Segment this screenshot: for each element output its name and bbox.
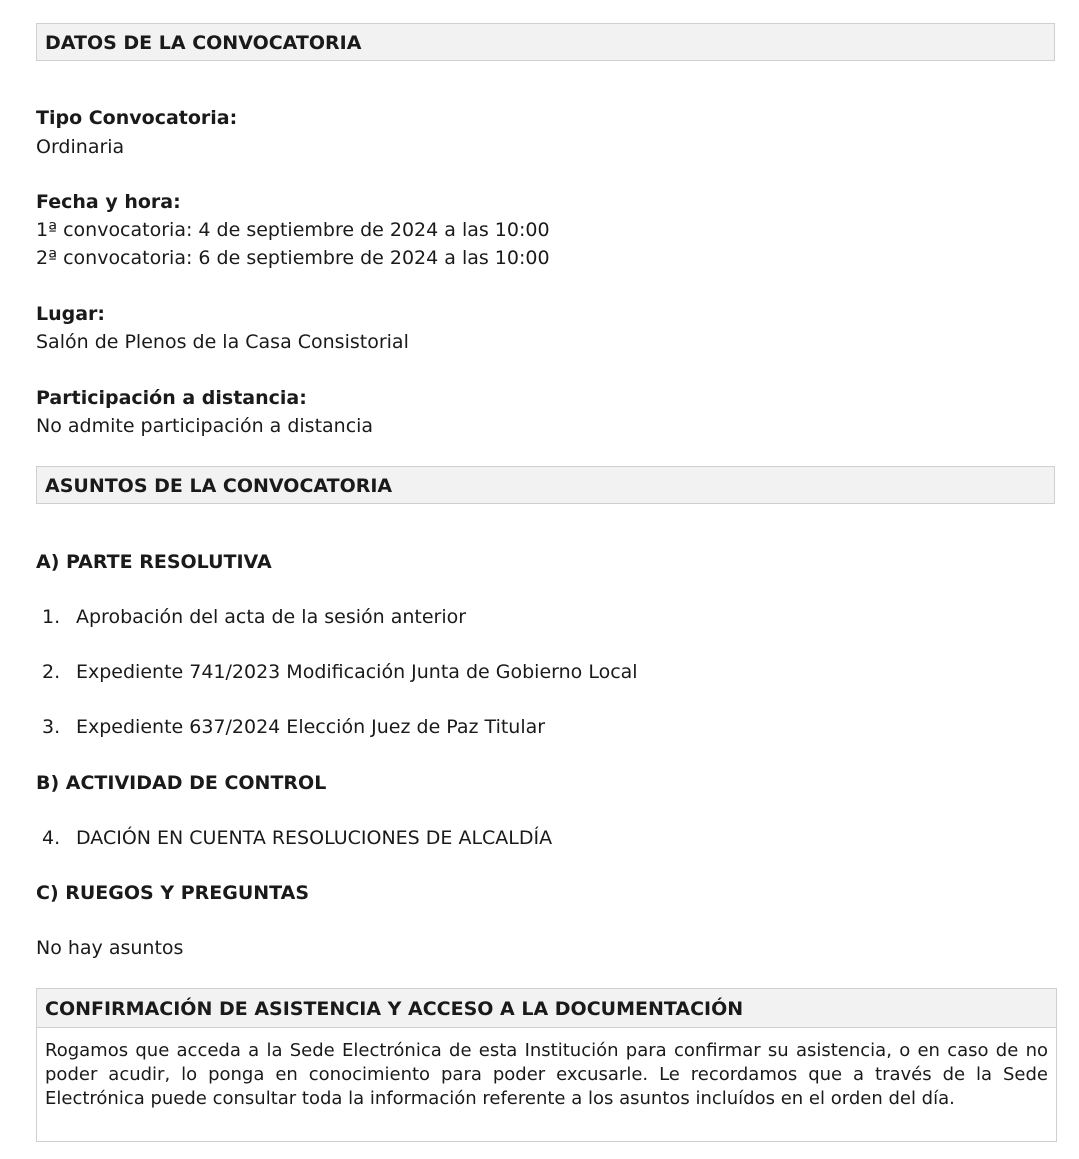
list-item-text: Aprobación del acta de la sesión anterior: [76, 606, 467, 628]
list-item-text: DACIÓN EN CUENTA RESOLUCIONES DE ALCALDÍA: [76, 827, 553, 849]
list-item-number: 4.: [42, 827, 61, 849]
parte-resolutiva-heading: A) PARTE RESOLUTIVA: [36, 551, 272, 573]
list-item-text: Expediente 637/2024 Elección Juez de Paz Titular: [76, 716, 546, 738]
tipo-convocatoria-label: Tipo Convocatoria:: [36, 107, 238, 129]
list-item-number: 1.: [42, 606, 61, 628]
tipo-convocatoria-value: Ordinaria: [36, 136, 125, 158]
datos-section-header: DATOS DE LA CONVOCATORIA: [36, 23, 1055, 61]
participacion-label: Participación a distancia:: [36, 387, 307, 409]
fecha-segunda-convocatoria: 2ª convocatoria: 6 de septiembre de 2024 a las 10:00: [36, 247, 550, 269]
confirmacion-box: [36, 988, 1057, 1142]
asuntos-section-header: ASUNTOS DE LA CONVOCATORIA: [36, 466, 1055, 504]
actividad-control-heading: B) ACTIVIDAD DE CONTROL: [36, 772, 327, 794]
fecha-hora-label: Fecha y hora:: [36, 191, 181, 213]
list-item-number: 2.: [42, 661, 61, 683]
list-item: [42, 826, 552, 850]
list-item: [42, 660, 638, 684]
list-item: [42, 715, 545, 739]
list-item-text: Expediente 741/2023 Modificación Junta de Gobierno Local: [76, 661, 638, 683]
list-item-number: 3.: [42, 716, 61, 738]
confirmacion-text: Rogamos que acceda a la Sede Electrónica de esta Institución para confirmar su asistencia, o en caso de no poder acudir, lo ponga en conocimiento para poder excusarle. Le recordamos que a través de la Sede Electrónica puede consultar toda la información referente a los asuntos incluídos en el orden del día.: [45, 1040, 1048, 1109]
participacion-value: No admite participación a distancia: [36, 415, 374, 437]
ruegos-preguntas-heading: C) RUEGOS Y PREGUNTAS: [36, 882, 310, 904]
lugar-value: Salón de Plenos de la Casa Consistorial: [36, 331, 409, 353]
fecha-primera-convocatoria: 1ª convocatoria: 4 de septiembre de 2024 a las 10:00: [36, 219, 550, 241]
confirmacion-section-header: CONFIRMACIÓN DE ASISTENCIA Y ACCESO A LA DOCUMENTACIÓN: [36, 988, 1057, 1028]
lugar-label: Lugar:: [36, 303, 106, 325]
no-asuntos-text: No hay asuntos: [36, 937, 184, 959]
list-item: [42, 605, 466, 629]
